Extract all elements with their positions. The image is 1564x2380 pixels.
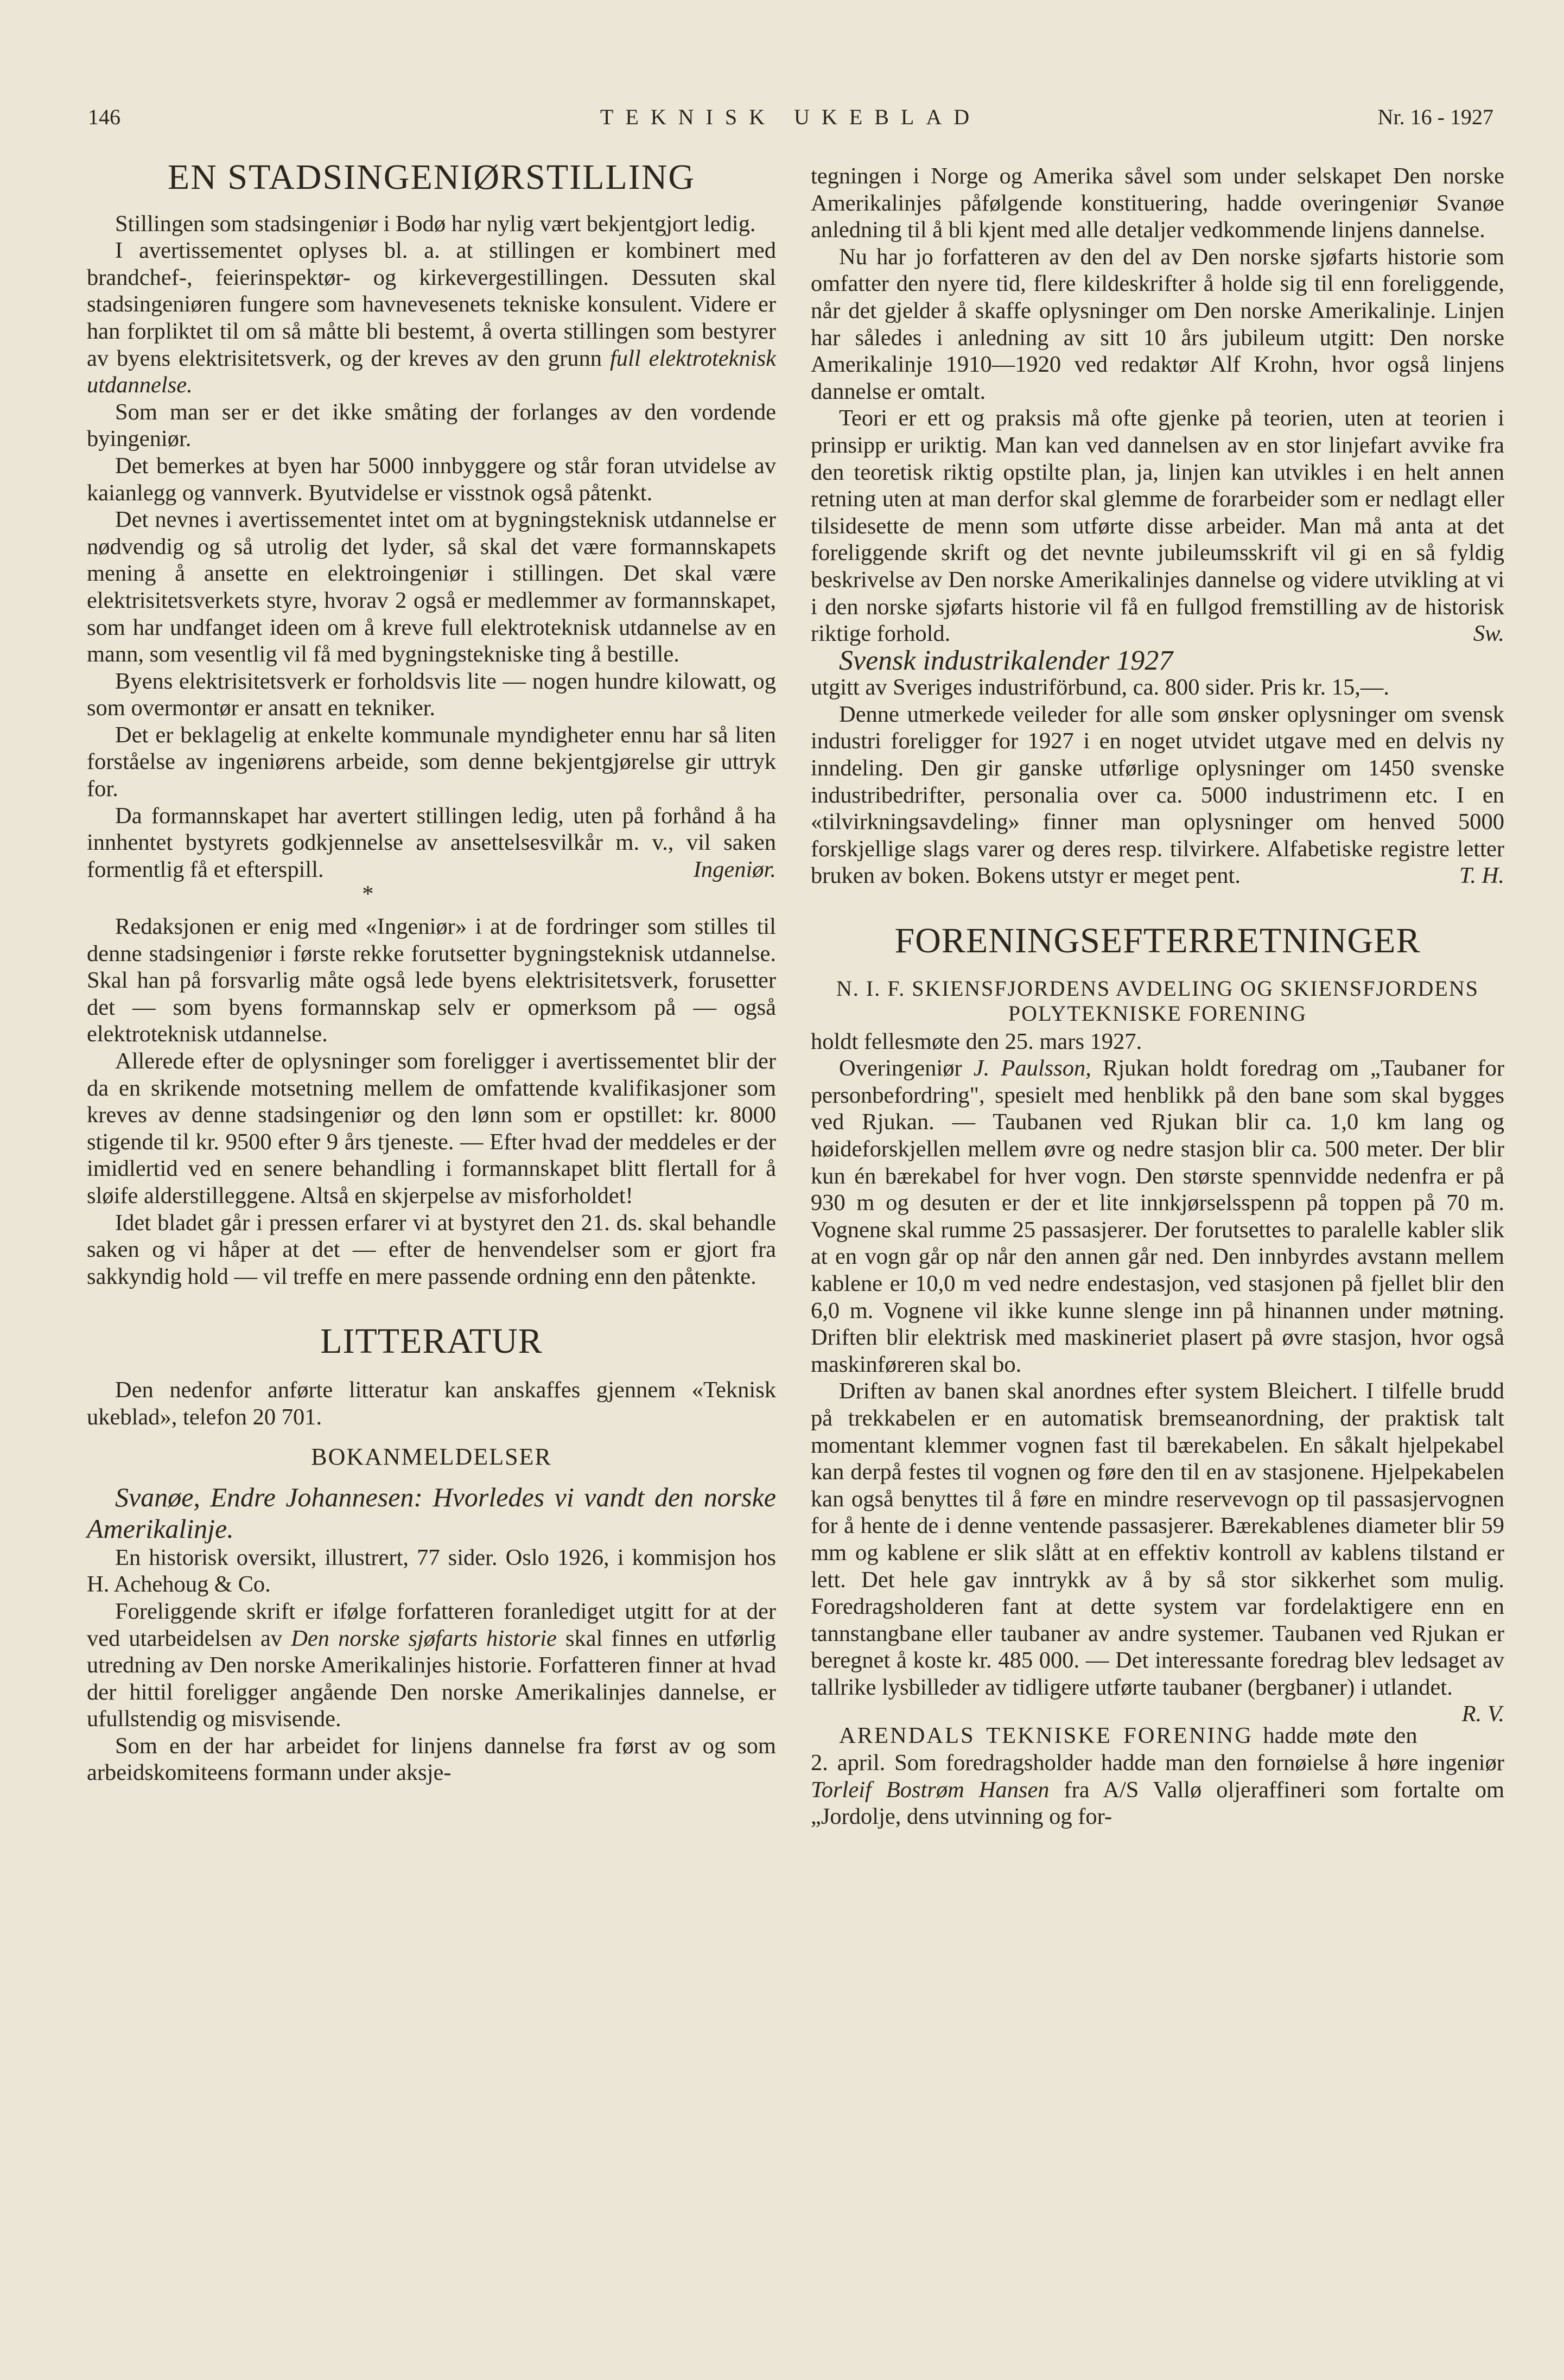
- signature-th: T. H.: [1459, 863, 1504, 889]
- book-title-svensk-industrikalender: Svensk industrikalender 1927: [839, 645, 1173, 676]
- paragraph: [811, 1722, 1504, 1830]
- right-column: [811, 163, 1504, 1830]
- paragraph: Stillingen som stadsingeniør i Bodø har nylig vært bekjentgjort ledig.: [115, 211, 756, 237]
- left-column: [87, 147, 776, 1786]
- paragraph: [87, 803, 776, 883]
- article-title-stadsingenior: EN STADSINGENIØRSTILLING: [167, 157, 696, 197]
- paragraph-text: Driften av banen skal anordnes efter system Bleichert. I tilfelle brudd på trekkabelen er en automatisk bremseanordning, der praktisk talt momentant klemmer vognen fast til bærekabelen. En såkalt hjelpekabel kan derpå festes til vognen og føre den til en av stasjonene. Hjelpekabelen kan også benyttes til å føre en mindre reservevogn op til passasjervognen for å hente de i denne ventende passasjerer. Bærekablenes diameter blir 59 mm og kablene er slik slått at en effektiv kontroll av kablens tilstand er lett. Det hele gav inntrykk av å by så stor sikkerhet som mulig. Foredragsholderen fant at dette system var fordelaktigere enn en tannstangbane eller taubaner av andre systemer. Taubanen ved Rjukan er beregnet å koste kr. 485 000. — Det interessante foredrag blev ledsaget av tallrike lysbilleder av tidligere utførte taubaner (bergbaner) i utlandet.: [811, 1378, 1504, 1700]
- paragraph: Som en der har arbeidet for linjens dannelse fra først av og som arbeidskomiteens formann under aksje-: [87, 1733, 776, 1786]
- paragraph: [811, 701, 1504, 889]
- paragraph-text: fra A/S Vallø oljeraffineri som fortalte om „Jordolje, dens utvinning og for-: [811, 1777, 1505, 1830]
- asterisk-divider: *: [362, 881, 374, 907]
- paragraph-text: Foreliggende skrift er ifølge forfatteren foranlediget utgitt for at der ved utarbeidelsen av: [87, 1598, 776, 1651]
- paragraph: Det nevnes i avertissementet intet om at bygningsteknisk utdannelse er nødvendig og så utrolig det lyder, så skal det være formannskapets mening å ansette en elektroingeniør i stillingen. Det skal være elektrisitetsverkets styre, hvorav 2 også er medlemmer av formannskapet, som har undfanget ideen om å kreve full elektroteknisk utdannelse av en mann, som vesentlig vil få med bygningstekniske ting å bestille.: [87, 507, 776, 667]
- signature-sw: Sw.: [1473, 621, 1504, 647]
- paragraph-text: Teori er ett og praksis må ofte gjenke på teorien, uten at teorien i prinsipp er uriktig. Man kan ved dannelsen av en stor linjefart avvike fra den teoretisk riktig opstilte plan, ja, linjen kan utvikles i en helt annen retning uten at man derfor skal glemme de forarbeider som er nedlagt eller tilsidesette de menn som utførte disse arbeider. Man må anta at det foreliggende skrift og det nevnte jubileumsskrift vil gi en så fyldig beskrivelse av Den norske Amerikalinjes dannelse og videre utvikling at vi i den norske sjøfarts historie vil få en fullgod fremstilling av de historisk riktige forhold.: [811, 405, 1504, 647]
- paragraph: Det er beklagelig at enkelte kommunale myndigheter ennu har så liten forståelse av ingeniørens arbeide, som denne bekjentgjørelse gir uttryk for.: [87, 722, 776, 802]
- subsection-title-nif-skiensfjordens: N. I. F. SKIENSFJORDENS AVDELING OG SKIENSFJORDENS POLYTEKNISKE FORENING: [836, 976, 1479, 1026]
- book-title-svanoe: Svanøe, Endre Johannesen: Hvorledes vi vandt den norske Amerikalinje.: [87, 1481, 776, 1544]
- paragraph-text: Rjukan holdt foredrag om „Taubaner for personbefordring", spesielt med henblikk på den bane som skal bygges ved Rjukan. — Taubanen ved Rjukan blir ca. 1,0 km lang og høideforskjellen mellem øvre og nedre stasjon blir ca. 500 meter. Der blir kun én bærekabel for hver vogn. Den største spennvidde nedenfra er på 930 m og desuten er der et lite innkjørselsspenn på toppen på 70 m. Vognene skal rumme 25 passasjerer. Der forutsettes to paralelle kabler slik at en vogn går op når den annen går ned. Den innbyrdes avstann mellem kablene er 10,0 m ved nedre endestasjon, ved stasjonen på fjellet blir den 6,0 m. Vognene vil ikke kunne slenge inn på hinannen under møtning. Driften blir elektrisk med maskineriet plasert på øvre stasjon, hvor også maskinføreren skal bo.: [811, 1055, 1505, 1377]
- paragraph-text: Denne utmerkede veileder for alle som ønsker oplysninger om svensk industri foreligger for 1927 i en noget utvidet utgave med en delvis ny inndeling. Den gir ganske utførlige oplysninger om 1450 svenske industribedrifter, personalia over ca. 5000 industrimenn etc. I en «tilvirkningsavdeling» finner man oplysninger om henved 5000 forskjellige slags varer og deres resp. tilvirkere. Alfabetiske registre letter bruken av boken. Bokens utstyr er meget pent.: [811, 701, 1504, 889]
- paragraph: Det bemerkes at byen har 5000 innbyggere og står foran utvidelse av kaianlegg og vannverk. Byutvidelse er visstnok også påtenkt.: [87, 453, 776, 506]
- paragraph: [87, 1598, 776, 1733]
- paragraph: En historisk oversikt, illustrert, 77 sider. Oslo 1926, i kommisjon hos H. Achehoug & Co.: [87, 1544, 776, 1598]
- paragraph: [811, 405, 1504, 647]
- page-header: [88, 104, 1493, 131]
- paragraph: [811, 1055, 1504, 1378]
- paragraph-text: hadde møte den 2. april. Som foredragsholder hadde man den fornøielse å høre ingeniør: [811, 1723, 1504, 1776]
- paragraph-text: Da formannskapet har avertert stillingen ledig, uten på forhånd å ha innhentet bystyrets godkjennelse av ansettelsesvilkår m. v., vil saken formentlig få et efterspill.: [87, 803, 776, 882]
- section-title-litteratur: LITTERATUR: [320, 1321, 543, 1361]
- paragraph: Idet bladet går i pressen erfarer vi at bystyret den 21. ds. skal behandle saken og vi håper at det — efter de henvendelser som er gjort fra sakkyndig hold — vil treffe en mere passende ordning enn den påtenkte.: [87, 1210, 776, 1289]
- paragraph-text: Overingeniør: [839, 1055, 962, 1081]
- paragraph: utgitt av Sveriges industriförbund, ca. 800 sider. Pris kr. 15,—.: [811, 674, 1389, 701]
- paragraph-text: skal finnes en utførlig utredning av Den norske Amerikalinjes historie. Forfatteren finner at hvad der hittil foreligger angående Den norske Amerikalinjes dannelse, er ufullstendig og misvisende.: [87, 1625, 777, 1732]
- person-name: Torleif Bostrøm Hansen: [811, 1777, 1050, 1803]
- paragraph: Nu har jo forfatteren av den del av Den norske sjøfarts historie som omfatter den nyere tid, flere kildeskrifter å holde sig til enn foreliggende, når det gjelder å skaffe oplysninger om Den norske Amerikalinje. Linjen har således i anledning av sitt 10 års jubileum utgitt: Den norske Amerikalinje 1910—1920 ved redaktør Alf Krohn, hvor også linjens dannelse er omtalt.: [811, 244, 1504, 404]
- signature-ingenior: Ingeniør.: [693, 856, 776, 882]
- paragraph: Redaksjonen er enig med «Ingeniør» i at de fordringer som stilles til denne stadsingeniør i første rekke forutsetter bygningsteknisk utdannelse. Skal han på forsvarlig måte også lede byens elektrisitetsverk, forusetter det — som byens formannskap selv er opmerksom på — også elektroteknisk utdannelse.: [87, 914, 776, 1047]
- journal-title: TEKNISK UKEBLAD: [600, 105, 982, 129]
- page-number: 146: [88, 105, 120, 129]
- paragraph: Byens elektrisitetsverk er forholdsvis lite — nogen hundre kilowatt, og som overmontør er ansatt en tekniker.: [87, 668, 776, 721]
- paragraph: Som man ser er det ikke småting der forlanges av den vordende byingeniør.: [87, 399, 776, 452]
- paragraph: [811, 1378, 1504, 1727]
- emphasis-text: Den norske sjøfarts historie: [291, 1625, 557, 1651]
- issue-number: Nr. 16 - 1927: [1377, 105, 1493, 129]
- society-name: ARENDALS TEKNISKE FORENING: [839, 1723, 1254, 1749]
- paragraph: tegningen i Norge og Amerika såvel som under selskapet Den norske Amerikalinjes påfølgende konstituering, hadde overingeniør Svanøe anledning til å bli kjent med alle detaljer vedkommende linjens dannelse.: [811, 163, 1504, 243]
- paragraph: [87, 237, 776, 399]
- signature-rv: R. V.: [1461, 1701, 1504, 1727]
- subsection-title-bokanmeldelser: BOKANMELDELSER: [311, 1443, 552, 1471]
- section-title-foreningsefterretninger: FORENINGSEFTERRETNINGER: [894, 921, 1421, 961]
- emphasis-text: full elektroteknisk utdannelse.: [87, 345, 776, 398]
- paragraph-text: I avertissementet oplyses bl. a. at stillingen er kombinert med brandchef-, feierinspektør- og kirkevergestillingen. Dessuten skal stadsingeniøren fungere som havnevesenets tekniske konsulent. Videre er han forpliktet til om så måtte bli bestemt, å overta stillingen som bestyrer av byens elektrisitetsverk, og der kreves av den grunn: [87, 238, 776, 371]
- paragraph: Allerede efter de oplysninger som foreligger i avertissementet blir der da en skrikende motsetning mellem de omfattende kvalifikasjoner som kreves av denne stadsingeniør og den lønn som er opstillet: kr. 8000 stigende til kr. 9500 efter 9 års tjeneste. — Efter hvad der meddeles er der imidlertid ved en senere behandling i formannskapet blitt flertall for å sløife alderstilleggene. Altså en skjerpelse av misforholdet!: [87, 1048, 776, 1208]
- paragraph: Den nedenfor anførte litteratur kan anskaffes gjennem «Teknisk ukeblad», telefon 20 701.: [87, 1377, 776, 1430]
- person-name: J. Paulsson,: [973, 1055, 1091, 1081]
- paragraph: holdt fellesmøte den 25. mars 1927.: [811, 1028, 1142, 1054]
